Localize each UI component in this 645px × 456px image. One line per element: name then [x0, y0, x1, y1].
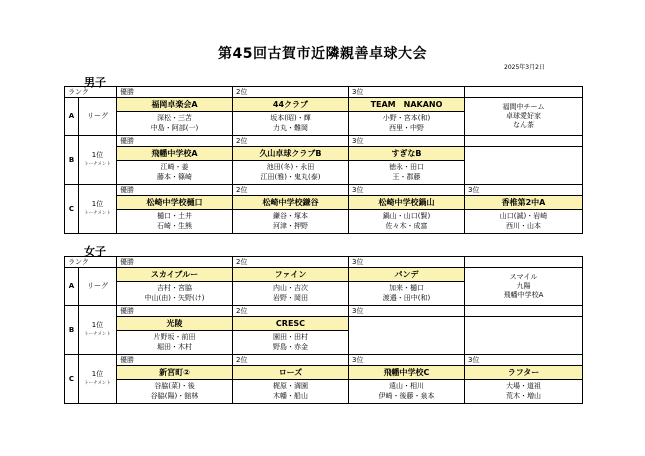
- subheader-row: [65, 306, 583, 317]
- member-line: 江崎・姜: [160, 163, 189, 171]
- grade-cell: A: [65, 98, 79, 136]
- team-name: 飛幡中学校A: [117, 147, 232, 161]
- team-name: ラフター: [465, 366, 582, 380]
- team-row: [65, 98, 583, 136]
- place-header-p1: 優勝: [117, 185, 233, 196]
- header-row: [65, 87, 583, 98]
- place-header-p3b: [465, 306, 583, 317]
- header-row: [65, 257, 583, 268]
- team-name: 飛幡中学校C: [349, 366, 464, 380]
- place-header-p2: 2位: [233, 355, 349, 366]
- other-team: 九陽: [516, 282, 531, 290]
- place-header-p3: 3位: [349, 136, 465, 147]
- team-members: [349, 161, 464, 182]
- team-row: [65, 317, 583, 355]
- member-line: 大場・道祖: [506, 382, 541, 390]
- place-header-p1: 優勝: [117, 136, 233, 147]
- member-line: 石崎・生熊: [157, 222, 192, 230]
- team-cell: [349, 268, 465, 306]
- place-header-p3: 3位: [349, 185, 465, 196]
- rank-header: ランク: [65, 87, 117, 98]
- grade-cell: B: [65, 306, 79, 355]
- section-label-women: 女子: [84, 245, 106, 258]
- team-cell: [117, 98, 233, 136]
- member-line: 力丸・難岡: [273, 124, 308, 132]
- member-line: 中島・阿部(一): [150, 124, 199, 132]
- format-cell: リーグ: [79, 98, 117, 136]
- other-team: スマイル: [509, 273, 538, 281]
- team-members: [117, 112, 232, 133]
- subheader-row: [65, 355, 583, 366]
- team-name: スカイブルー: [117, 268, 232, 282]
- other-teams-cell: [465, 268, 583, 306]
- member-line: 鍋山・山口(賢): [382, 212, 431, 220]
- member-line: 王・郡藤: [392, 173, 421, 181]
- format-sublabel: トーナメント: [84, 332, 111, 337]
- other-teams-cell: [465, 98, 583, 136]
- member-line: 坂本(昭)・輝: [270, 114, 311, 122]
- place-header-p1: 優勝: [117, 306, 233, 317]
- team-cell: [349, 366, 465, 404]
- member-line: 西川・山本: [506, 222, 541, 230]
- team-name: 松崎中学校樋口: [117, 196, 232, 210]
- member-line: 深松・三苫: [157, 114, 192, 122]
- place-header-p3: 3位: [349, 355, 465, 366]
- member-line: 池田(冬)・永田: [266, 163, 315, 171]
- team-name: CRESC: [233, 317, 348, 331]
- team-cell: [117, 317, 233, 355]
- team-name: 松崎中学校鎌谷: [233, 196, 348, 210]
- team-cell: [233, 317, 349, 355]
- place-header-empty: [465, 257, 583, 268]
- team-cell: [233, 196, 349, 234]
- team-row: [65, 268, 583, 306]
- member-line: 西里・中野: [389, 124, 424, 132]
- subheader-row: [65, 185, 583, 196]
- place-header-p1: 優勝: [117, 87, 233, 98]
- member-line: 藤本・篠崎: [157, 173, 192, 181]
- team-row: [65, 366, 583, 404]
- member-line: 吉村・宮脇: [157, 284, 192, 292]
- subheader-row: [65, 136, 583, 147]
- team-members: [349, 112, 464, 133]
- member-line: 徳永・田口: [389, 163, 424, 171]
- other-team: 飛幡中学校A: [503, 291, 544, 299]
- team-cell: [349, 147, 465, 185]
- format-label: 1位: [91, 321, 104, 329]
- format-cell: [79, 355, 117, 404]
- member-line: 山口(誠)・岩崎: [499, 212, 548, 220]
- member-line: 木幡・船山: [273, 392, 308, 400]
- team-cell: [349, 196, 465, 234]
- team-name: すぎなB: [349, 147, 464, 161]
- team-cell: [117, 196, 233, 234]
- other-team: 福間中チーム: [502, 103, 545, 111]
- document-title: 第45回古賀市近隣親善卓球大会: [218, 46, 427, 62]
- grade-cell: B: [65, 136, 79, 185]
- team-cell: [233, 366, 349, 404]
- team-cell: [465, 196, 583, 234]
- team-members: [349, 380, 464, 401]
- team-members: [233, 112, 348, 133]
- place-header-p2: 2位: [233, 306, 349, 317]
- place-header-p2: 2位: [233, 87, 349, 98]
- rank-header: ランク: [65, 257, 117, 268]
- grade-cell: C: [65, 185, 79, 234]
- team-cell: [117, 147, 233, 185]
- team-name: 松崎中学校鍋山: [349, 196, 464, 210]
- document-date: 2025年3月2日: [504, 64, 545, 71]
- member-line: 内山・吉次: [273, 284, 308, 292]
- team-name: 新宮町②: [117, 366, 232, 380]
- member-line: 江田(雅)・鬼丸(泰): [260, 173, 321, 181]
- format-label: 1位: [91, 370, 104, 378]
- team-members: [233, 380, 348, 401]
- format-sublabel: トーナメント: [84, 381, 111, 386]
- place-header-p3b: 3位: [465, 185, 583, 196]
- team-cell: [465, 147, 583, 185]
- team-name: 44クラブ: [233, 98, 348, 112]
- team-cell: [117, 268, 233, 306]
- team-members: [233, 282, 348, 303]
- member-line: 谷脇(菜)・後: [154, 382, 195, 390]
- team-name: 福岡卓楽会A: [117, 98, 232, 112]
- team-cell: [233, 147, 349, 185]
- team-members: [117, 282, 232, 303]
- team-row: [65, 147, 583, 185]
- place-header-p3b: 3位: [465, 355, 583, 366]
- team-name: TEAM NAKANO: [349, 98, 464, 112]
- team-name: ファイン: [233, 268, 348, 282]
- member-line: 加来・樋口: [389, 284, 424, 292]
- team-cell: [349, 98, 465, 136]
- place-header-empty: [465, 87, 583, 98]
- place-header-p3: 3位: [349, 257, 465, 268]
- member-line: 小野・宮本(和): [382, 114, 431, 122]
- team-members: [117, 210, 232, 231]
- team-members: [233, 161, 348, 182]
- place-header-p1: 優勝: [117, 257, 233, 268]
- place-header-p1: 優勝: [117, 355, 233, 366]
- member-line: 谷脇(陽)・舘林: [150, 392, 199, 400]
- member-line: 片野坂・前田: [153, 333, 196, 341]
- member-line: 渡邉・田中(和): [382, 294, 431, 302]
- team-cell: [465, 317, 583, 355]
- team-name: 光陵: [117, 317, 232, 331]
- format-cell: [79, 306, 117, 355]
- team-members: [465, 210, 582, 231]
- team-members: [117, 161, 232, 182]
- format-label: 1位: [91, 151, 104, 159]
- results-table-women: [64, 256, 583, 404]
- place-header-p2: 2位: [233, 136, 349, 147]
- format-label: 1位: [91, 200, 104, 208]
- format-sublabel: トーナメント: [84, 162, 111, 167]
- team-members: [349, 282, 464, 303]
- team-cell: [117, 366, 233, 404]
- grade-cell: A: [65, 268, 79, 306]
- member-line: 園田・田村: [273, 333, 308, 341]
- team-members: [117, 380, 232, 401]
- section-label-men: 男子: [84, 76, 106, 89]
- place-header-p3: 3位: [349, 87, 465, 98]
- grade-cell: C: [65, 355, 79, 404]
- place-header-p2: 2位: [233, 257, 349, 268]
- team-name: 久山卓球クラブB: [233, 147, 348, 161]
- member-line: 河津・押野: [273, 222, 308, 230]
- member-line: 遠山・相川: [389, 382, 424, 390]
- team-members: [117, 331, 232, 352]
- team-cell: [233, 98, 349, 136]
- team-name: パンデ: [349, 268, 464, 282]
- member-line: 伊崎・後藤・泉本: [378, 392, 435, 400]
- member-line: 梶原・満園: [273, 382, 308, 390]
- other-team: 卓球愛好家: [506, 112, 541, 120]
- team-members: [465, 380, 582, 401]
- format-cell: リーグ: [79, 268, 117, 306]
- member-line: 堀田・木村: [157, 343, 192, 351]
- member-line: 樋口・土井: [157, 212, 192, 220]
- member-line: 岩野・岡田: [273, 294, 308, 302]
- member-line: 荒木・増山: [506, 392, 541, 400]
- team-row: [65, 196, 583, 234]
- format-sublabel: トーナメント: [84, 211, 111, 216]
- team-members: [233, 210, 348, 231]
- place-header-p3: 3位: [349, 306, 465, 317]
- place-header-p2: 2位: [233, 185, 349, 196]
- team-name: 香椎第2中A: [465, 196, 582, 210]
- member-line: 鎌谷・塚本: [273, 212, 308, 220]
- format-cell: [79, 136, 117, 185]
- member-line: 中山(由)・矢野(け): [144, 294, 205, 302]
- team-members: [349, 210, 464, 231]
- team-cell: [349, 317, 465, 355]
- format-cell: [79, 185, 117, 234]
- team-cell: [465, 366, 583, 404]
- place-header-p3b: [465, 136, 583, 147]
- results-table-men: [64, 86, 583, 234]
- member-line: 佐々木・成富: [385, 222, 428, 230]
- team-members: [233, 331, 348, 352]
- team-name: ローズ: [233, 366, 348, 380]
- team-cell: [233, 268, 349, 306]
- member-line: 野島・赤金: [273, 343, 308, 351]
- other-team: なん茶: [513, 121, 534, 129]
